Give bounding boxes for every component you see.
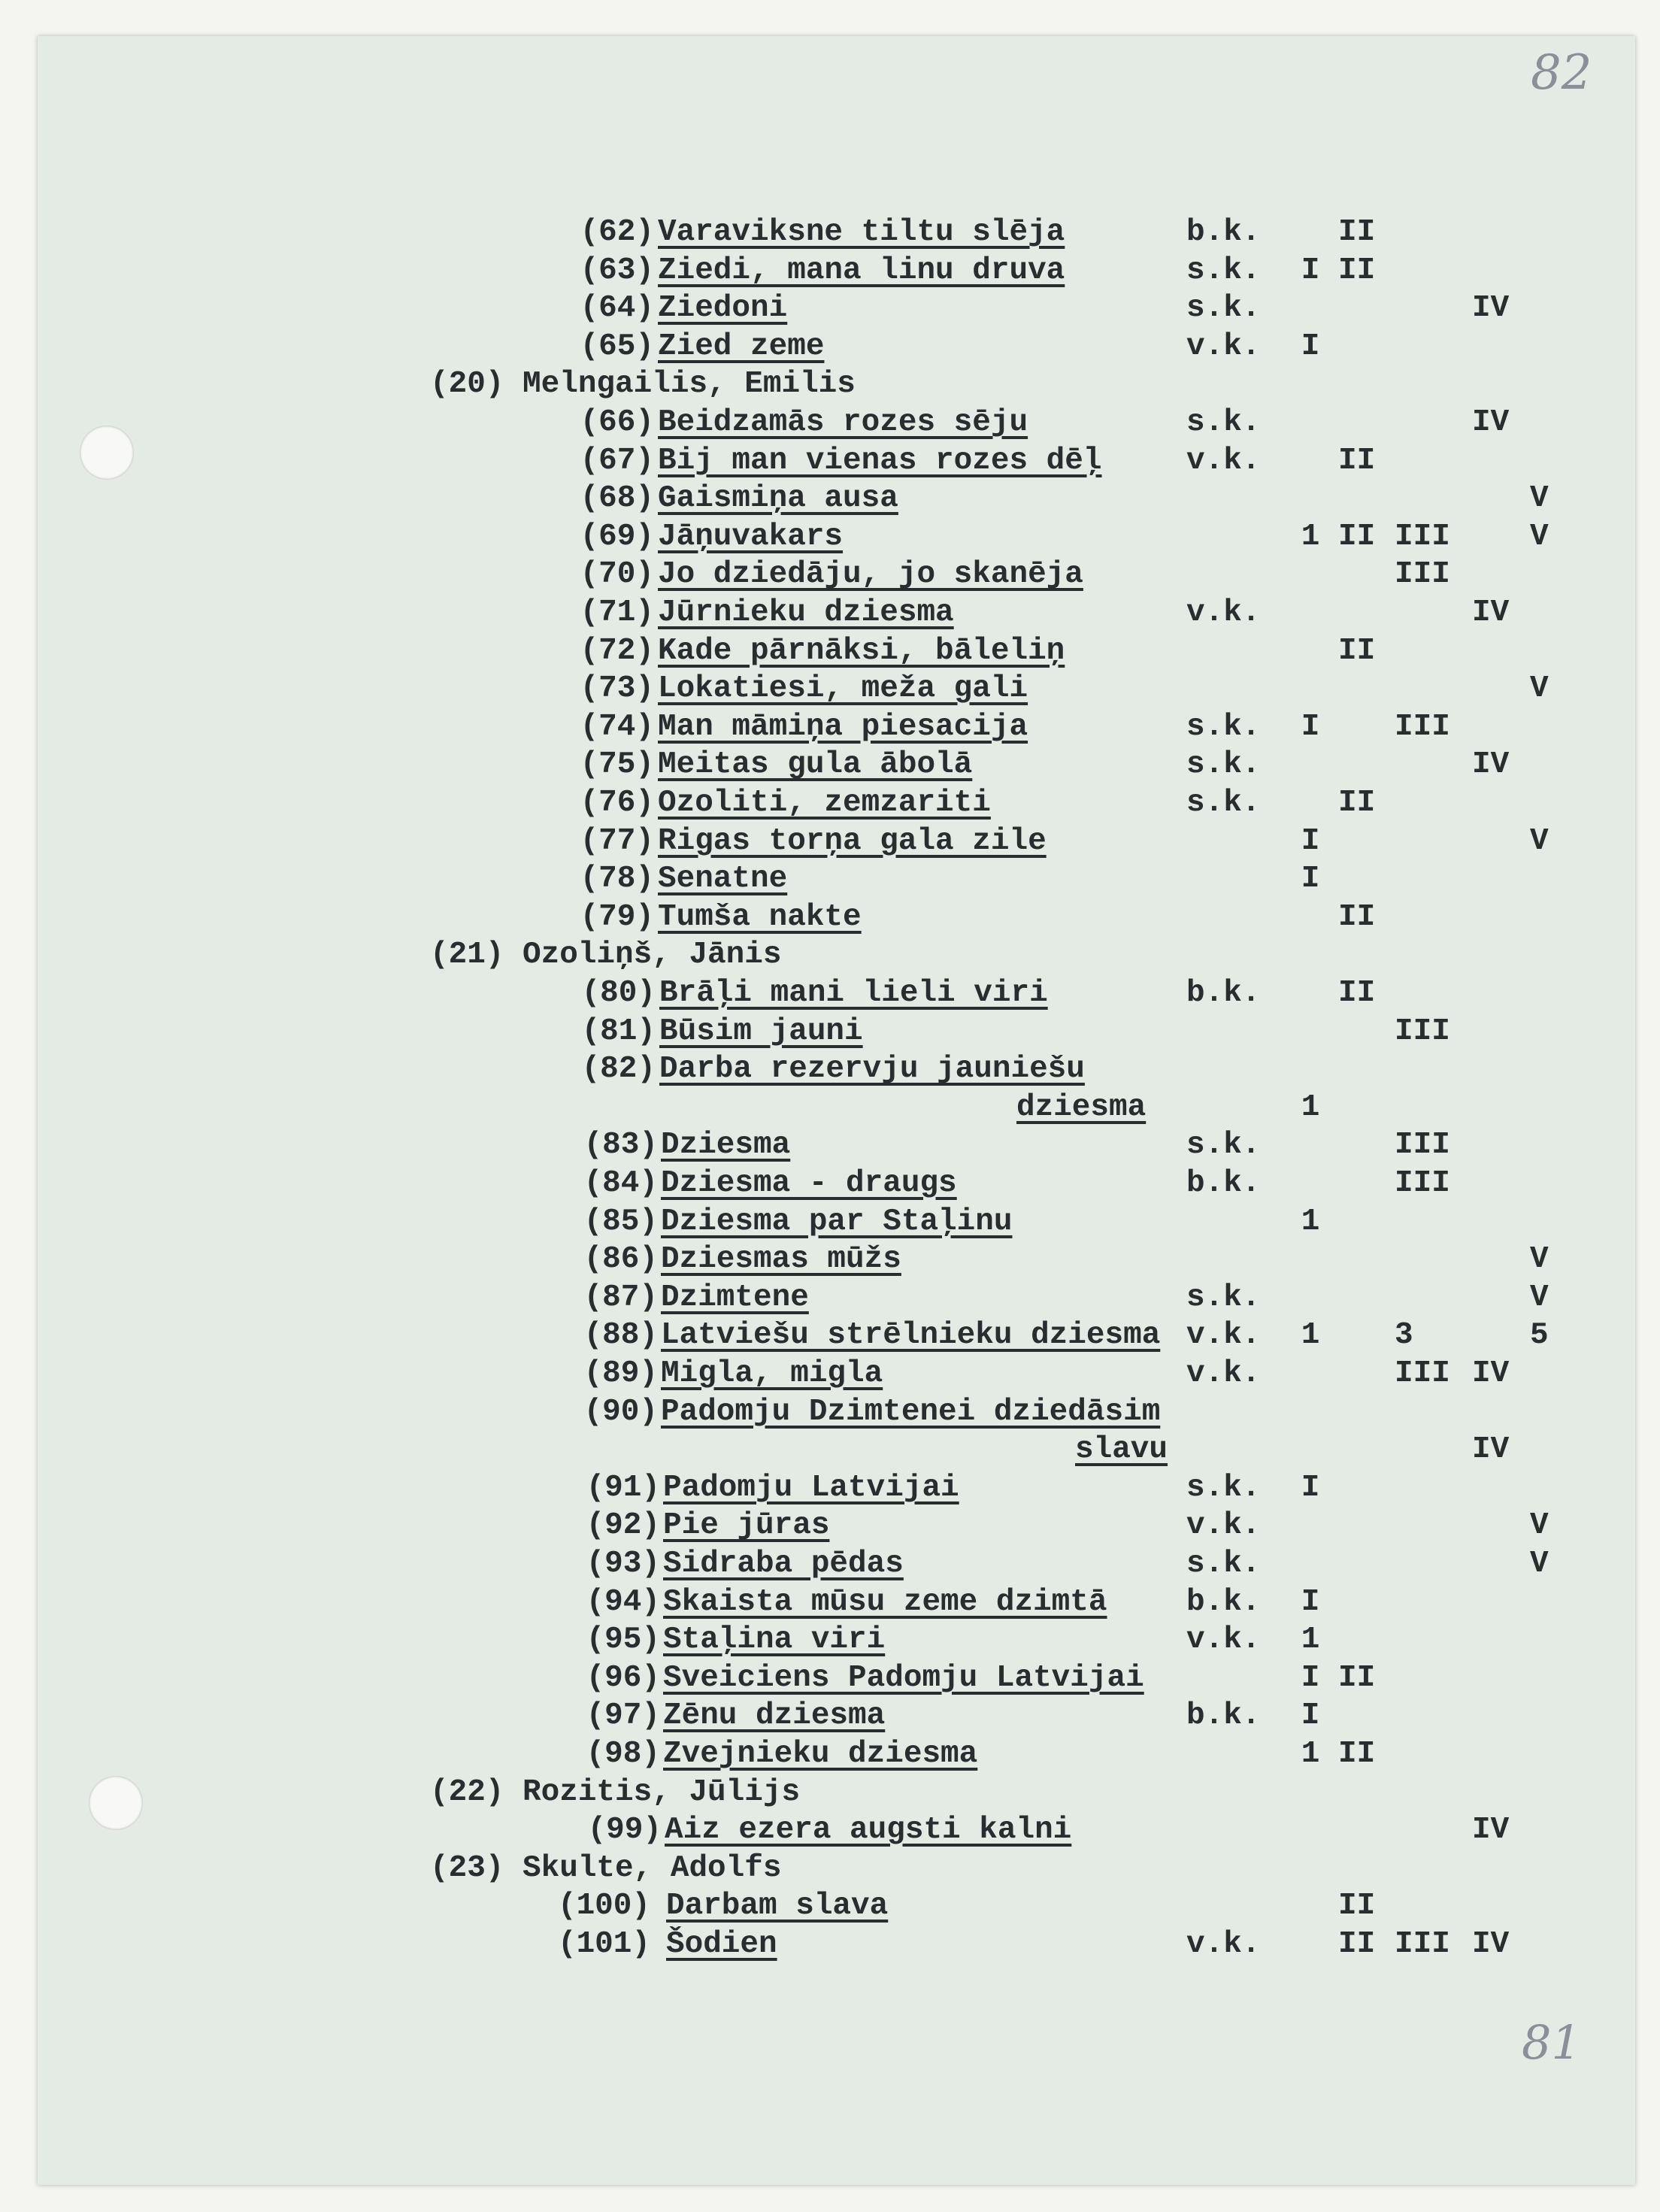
- song-number: (99): [587, 1813, 662, 1848]
- song-number: (73): [580, 671, 654, 707]
- song-number: (78): [580, 862, 654, 897]
- song-title-continuation: dziesma: [1016, 1089, 1147, 1125]
- list-item: [0, 1166, 1660, 1201]
- edition-mark-c3: III: [1395, 1128, 1450, 1163]
- edition-mark-c5: V: [1530, 1547, 1549, 1581]
- song-number: (65): [580, 329, 654, 364]
- song-number: (64): [580, 291, 654, 326]
- list-item: [0, 634, 1660, 668]
- song-number: (70): [580, 557, 654, 592]
- song-title: Dziesma - draugs: [661, 1166, 957, 1201]
- song-title: Jūrnieku dziesma: [658, 595, 954, 630]
- song-title: Sveiciens Padomju Latvijai: [663, 1660, 1144, 1695]
- edition-mark-c1: I: [1301, 823, 1320, 859]
- list-item: [0, 900, 1660, 935]
- choir-type: s.k.: [1186, 253, 1261, 288]
- composer-heading: [0, 367, 1660, 401]
- composer-name: (20) Melngailis, Emilis: [430, 367, 856, 402]
- edition-mark-c5: 5: [1530, 1318, 1549, 1353]
- edition-mark-c4: IV: [1472, 405, 1510, 440]
- song-title: Meitas gula ābolā: [658, 747, 973, 783]
- edition-mark-c5: V: [1530, 823, 1549, 859]
- choir-type: s.k.: [1186, 786, 1261, 820]
- composer-name: (21) Ozoliņš, Jānis: [430, 938, 782, 973]
- edition-mark-c1: I: [1301, 1584, 1320, 1620]
- edition-mark-c3: III: [1395, 1166, 1450, 1201]
- song-number: (87): [583, 1280, 658, 1315]
- song-title: Beidzamās rozes sēju: [658, 405, 1028, 440]
- song-title: Padomju Latvijai: [663, 1470, 959, 1505]
- choir-type: v.k.: [1186, 1508, 1261, 1544]
- list-item: [0, 253, 1660, 288]
- choir-type: s.k.: [1186, 405, 1261, 440]
- song-number: (88): [583, 1318, 658, 1353]
- edition-mark-c4: IV: [1472, 291, 1510, 326]
- song-title: Tumša nakte: [658, 899, 862, 935]
- song-title: Brāļi mani lieli viri: [659, 976, 1048, 1011]
- edition-mark-c4: IV: [1472, 1813, 1510, 1848]
- song-number: (71): [580, 595, 654, 630]
- edition-mark-c1: I: [1301, 1698, 1320, 1734]
- edition-mark-c5: V: [1530, 671, 1549, 707]
- song-title: Zied zeme: [658, 329, 825, 364]
- song-title: Varaviksne tiltu slēja: [658, 215, 1065, 250]
- list-item: [0, 215, 1660, 250]
- list-item: [0, 1813, 1660, 1847]
- song-number: (66): [580, 405, 654, 440]
- choir-type: s.k.: [1186, 291, 1261, 326]
- song-title: Pie jūras: [663, 1508, 830, 1544]
- song-number: (98): [586, 1737, 660, 1771]
- choir-type: s.k.: [1186, 1280, 1261, 1315]
- choir-type: v.k.: [1186, 1318, 1261, 1353]
- edition-mark-c3: III: [1395, 1927, 1450, 1962]
- choir-type: b.k.: [1186, 1584, 1261, 1620]
- song-title: Ziedi, mana linu druva: [658, 253, 1065, 288]
- edition-mark-c1: I: [1301, 862, 1320, 897]
- song-number: (68): [580, 481, 654, 517]
- list-item-continuation: [0, 1432, 1660, 1467]
- list-item: [0, 444, 1660, 478]
- song-number: (75): [580, 747, 654, 783]
- list-item: [0, 1547, 1660, 1581]
- list-item: [0, 1204, 1660, 1239]
- edition-mark-c3: III: [1395, 557, 1450, 592]
- choir-type: b.k.: [1186, 976, 1261, 1011]
- song-title: Būsim jauni: [659, 1014, 863, 1049]
- list-item: [0, 1927, 1660, 1962]
- composer-name: (22) Rozitis, Jūlijs: [430, 1774, 801, 1810]
- edition-mark-c3: III: [1395, 1014, 1450, 1049]
- page-number-bottom: 81: [1522, 2015, 1581, 2070]
- list-item: [0, 1395, 1660, 1429]
- choir-type: v.k.: [1186, 329, 1261, 364]
- song-number: (95): [586, 1623, 660, 1658]
- edition-mark-c4: IV: [1472, 1927, 1510, 1962]
- song-number: (94): [586, 1584, 660, 1620]
- edition-mark-c1: 1: [1301, 1623, 1320, 1658]
- edition-mark-c2: II: [1338, 899, 1376, 935]
- song-title: Staļina viri: [663, 1623, 886, 1658]
- list-item: [0, 824, 1660, 859]
- edition-mark-c2: II: [1338, 443, 1376, 478]
- edition-mark-c2: II: [1338, 1737, 1376, 1771]
- list-item: [0, 976, 1660, 1011]
- song-title: Gaismiņa ausa: [658, 481, 898, 517]
- list-item-continuation: [0, 1090, 1660, 1125]
- list-item: [0, 786, 1660, 820]
- edition-mark-c1: 1: [1301, 519, 1320, 554]
- edition-mark-c2: II: [1338, 1889, 1376, 1924]
- song-number: (96): [586, 1660, 660, 1695]
- edition-mark-c1: I: [1301, 329, 1320, 364]
- edition-mark-c2: II: [1338, 976, 1376, 1011]
- song-number: (62): [580, 215, 654, 250]
- song-title: Jo dziedāju, jo skanēja: [658, 557, 1083, 592]
- list-item: [0, 291, 1660, 326]
- song-title: Aiz ezera augsti kalni: [665, 1813, 1072, 1848]
- edition-mark-c2: II: [1338, 215, 1376, 250]
- edition-mark-c5: V: [1530, 481, 1549, 517]
- song-title: Sidraba pēdas: [663, 1547, 904, 1581]
- choir-type: s.k.: [1186, 1128, 1261, 1163]
- song-number: (97): [586, 1698, 660, 1734]
- song-title: Dziesmas mūžs: [661, 1242, 901, 1277]
- page-number-top: 82: [1531, 45, 1592, 101]
- edition-mark-c1: 1: [1301, 1737, 1320, 1771]
- edition-mark-c4: IV: [1472, 595, 1510, 630]
- edition-mark-c1: I: [1301, 1660, 1320, 1695]
- song-number: (101): [557, 1927, 650, 1962]
- list-item: [0, 671, 1660, 706]
- list-item: [0, 1623, 1660, 1657]
- list-item: [0, 1128, 1660, 1162]
- choir-type: v.k.: [1186, 1927, 1261, 1962]
- list-item: [0, 1052, 1660, 1086]
- song-title: Dziesma par Staļinu: [661, 1204, 1013, 1239]
- song-title: Latviešu strēlnieku dziesma: [661, 1318, 1161, 1353]
- song-title: Migla, migla: [661, 1356, 883, 1391]
- list-item: [0, 1661, 1660, 1695]
- list-item: [0, 1508, 1660, 1543]
- song-number: (72): [580, 633, 654, 668]
- edition-mark-c3: 3: [1395, 1318, 1413, 1353]
- song-title: Padomju Dzimtenei dziedāsim: [661, 1394, 1161, 1429]
- choir-type: v.k.: [1186, 443, 1261, 478]
- choir-type: s.k.: [1186, 1547, 1261, 1581]
- edition-mark-c5: V: [1530, 519, 1549, 554]
- song-number: (89): [583, 1356, 658, 1391]
- list-item: [0, 481, 1660, 516]
- choir-type: s.k.: [1186, 747, 1261, 783]
- choir-type: v.k.: [1186, 1623, 1261, 1658]
- edition-mark-c4: IV: [1472, 1356, 1510, 1391]
- song-number: (86): [583, 1242, 658, 1277]
- composer-heading: [0, 938, 1660, 972]
- song-number: (84): [583, 1166, 658, 1201]
- list-item: [0, 1585, 1660, 1620]
- song-title: Darba rezervju jauniešu: [659, 1052, 1085, 1087]
- song-title: Senatne: [658, 862, 788, 897]
- song-number: (83): [583, 1128, 658, 1163]
- edition-mark-c1: 1: [1301, 1089, 1320, 1125]
- edition-mark-c1: I: [1301, 1470, 1320, 1505]
- edition-mark-c3: III: [1395, 1356, 1450, 1391]
- song-number: (82): [581, 1052, 656, 1087]
- edition-mark-c1: I: [1301, 253, 1320, 288]
- choir-type: s.k.: [1186, 709, 1261, 744]
- song-title: Rigas torņa gala zile: [658, 823, 1047, 859]
- song-title-continuation: slavu: [1075, 1432, 1168, 1468]
- edition-mark-c2: II: [1338, 786, 1376, 820]
- list-item: [0, 557, 1660, 592]
- edition-mark-c2: II: [1338, 1927, 1376, 1962]
- list-item: [0, 710, 1660, 744]
- song-number: (80): [581, 976, 656, 1011]
- edition-mark-c1: 1: [1301, 1204, 1320, 1239]
- edition-mark-c5: V: [1530, 1508, 1549, 1544]
- choir-type: v.k.: [1186, 1356, 1261, 1391]
- list-item: [0, 1318, 1660, 1353]
- list-item: [0, 595, 1660, 630]
- list-item: [0, 1356, 1660, 1391]
- choir-type: b.k.: [1186, 215, 1261, 250]
- song-number: (74): [580, 709, 654, 744]
- list-item: [0, 1471, 1660, 1505]
- list-item: [0, 520, 1660, 554]
- song-title: Zēnu dziesma: [663, 1698, 886, 1734]
- composer-name: (23) Skulte, Adolfs: [430, 1850, 782, 1886]
- song-number: (76): [580, 786, 654, 820]
- list-item: [0, 1242, 1660, 1277]
- song-number: (69): [580, 519, 654, 554]
- edition-mark-c4: IV: [1472, 1432, 1510, 1468]
- song-title: Ziedoni: [658, 291, 788, 326]
- song-number: (85): [583, 1204, 658, 1239]
- song-title: Dzimtene: [661, 1280, 809, 1315]
- song-number: (63): [580, 253, 654, 288]
- list-item: [0, 405, 1660, 440]
- song-number: (79): [580, 899, 654, 935]
- composer-heading: [0, 1775, 1660, 1810]
- song-title: Ozoliti, zemzariti: [658, 786, 991, 820]
- edition-mark-c2: II: [1338, 519, 1376, 554]
- list-item: [0, 1698, 1660, 1733]
- edition-mark-c2: II: [1338, 633, 1376, 668]
- song-number: (93): [586, 1547, 660, 1581]
- song-number: (81): [581, 1014, 656, 1049]
- song-title: Darbam slava: [666, 1889, 889, 1924]
- edition-mark-c2: II: [1338, 1660, 1376, 1695]
- song-number: (90): [583, 1394, 658, 1429]
- list-item: [0, 1014, 1660, 1049]
- song-number: (77): [580, 823, 654, 859]
- song-title: Kade pārnāksi, bāleliņ: [658, 633, 1065, 668]
- list-item: [0, 1737, 1660, 1771]
- list-item: [0, 1889, 1660, 1923]
- edition-mark-c5: V: [1530, 1242, 1549, 1277]
- song-number: (67): [580, 443, 654, 478]
- list-item: [0, 862, 1660, 896]
- song-number: (100): [557, 1889, 650, 1924]
- song-title: Dziesma: [661, 1128, 791, 1163]
- list-item: [0, 1280, 1660, 1315]
- choir-type: b.k.: [1186, 1166, 1261, 1201]
- song-number: (91): [586, 1470, 660, 1505]
- song-title: Zvejnieku dziesma: [663, 1737, 978, 1771]
- choir-type: b.k.: [1186, 1698, 1261, 1734]
- edition-mark-c3: III: [1395, 519, 1450, 554]
- composer-heading: [0, 1851, 1660, 1886]
- edition-mark-c1: 1: [1301, 1318, 1320, 1353]
- choir-type: v.k.: [1186, 595, 1261, 630]
- choir-type: s.k.: [1186, 1470, 1261, 1505]
- song-title: Man māmiņa piesacija: [658, 709, 1028, 744]
- song-title: Bij man vienas rozes dēļ: [658, 443, 1102, 478]
- list-item: [0, 329, 1660, 364]
- song-title: Skaista mūsu zeme dzimtā: [663, 1584, 1107, 1620]
- song-title: Jāņuvakars: [658, 519, 844, 554]
- edition-mark-c5: V: [1530, 1280, 1549, 1315]
- list-item: [0, 747, 1660, 782]
- edition-mark-c3: III: [1395, 709, 1450, 744]
- edition-mark-c2: II: [1338, 253, 1376, 288]
- song-number: (92): [586, 1508, 660, 1544]
- song-title: Lokatiesi, meža gali: [658, 671, 1028, 707]
- edition-mark-c1: I: [1301, 709, 1320, 744]
- edition-mark-c4: IV: [1472, 747, 1510, 783]
- song-title: Šodien: [666, 1927, 777, 1962]
